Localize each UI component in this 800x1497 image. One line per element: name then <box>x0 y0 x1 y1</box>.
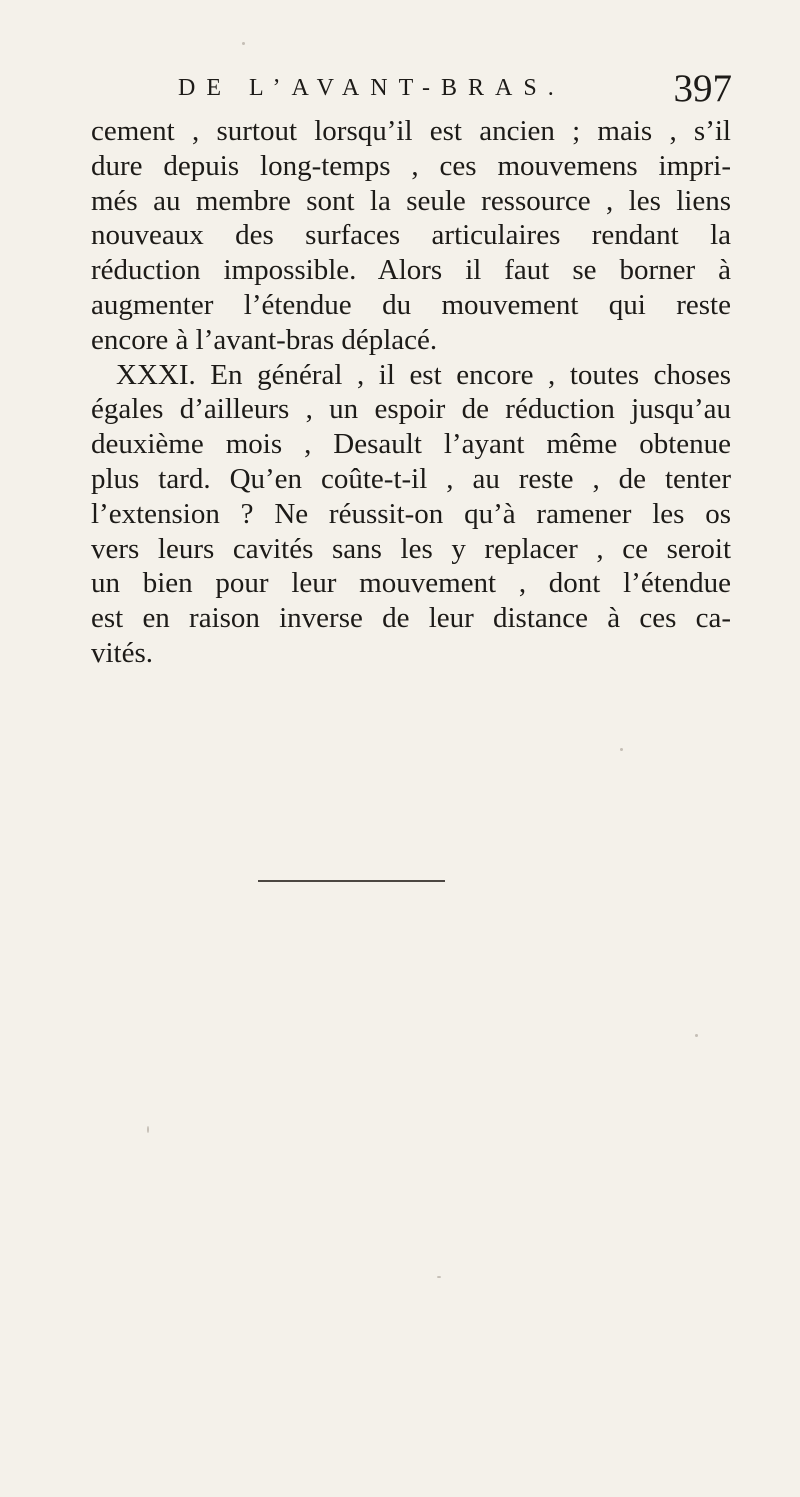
paper-speck <box>147 1126 149 1133</box>
text-line: l’extension ? Ne réussit-on qu’à ramener les os <box>91 497 731 530</box>
text-line: égales d’ailleurs , un espoir de réduction jusqu’au <box>91 393 731 426</box>
page-number: 397 <box>673 67 732 110</box>
paper-speck <box>620 748 623 751</box>
text-line: réduction impossible. Alors il faut se borner à <box>91 254 731 287</box>
text-line: vités. <box>91 636 154 669</box>
text-line: plus tard. Qu’en coûte-t-il , au reste , de tenter <box>91 462 731 495</box>
paper-speck <box>437 1276 441 1278</box>
body-text <box>91 114 731 671</box>
text-line: augmenter l’étendue du mouvement qui reste <box>91 288 731 321</box>
text-line: encore à l’avant-bras déplacé. <box>91 323 438 356</box>
paragraph-2 <box>91 358 731 671</box>
text-line: dure depuis long-temps , ces mouvemens impri- <box>91 149 731 182</box>
text-line: un bien pour leur mouvement , dont l’étendue <box>91 567 731 600</box>
text-line: XXXI. En général , il est encore , toutes choses <box>116 358 731 391</box>
text-line: vers leurs cavités sans les y replacer , ce seroit <box>91 532 731 565</box>
paper-speck <box>695 1034 698 1037</box>
text-line: cement , surtout lorsqu’il est ancien ; mais , s’il <box>91 115 731 147</box>
text-line: nouveaux des surfaces articulaires rendant la <box>91 219 731 252</box>
text-line: més au membre sont la seule ressource , les liens <box>91 184 731 217</box>
text-line: deuxième mois , Desault l’ayant même obtenue <box>91 428 731 461</box>
text-line: est en raison inverse de leur distance à ces ca- <box>91 602 731 635</box>
running-head: DE L’AVANT-BRAS. <box>178 75 565 101</box>
paper-speck <box>242 42 245 45</box>
paragraph-1 <box>91 114 731 358</box>
section-rule <box>258 880 445 882</box>
